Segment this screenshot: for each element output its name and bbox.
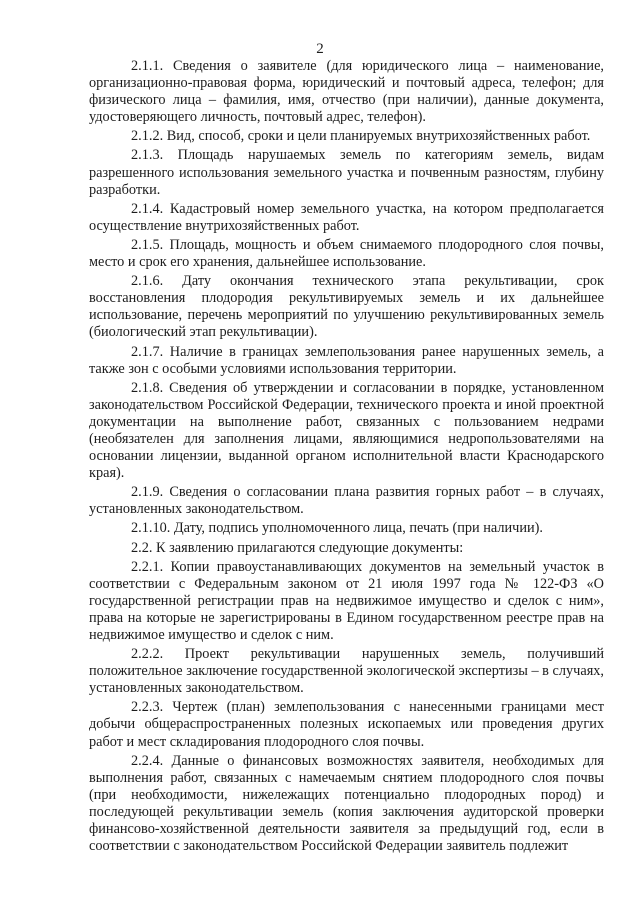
paragraph-2-1-6: 2.1.6. Дату окончания технического этапа рекультивации, срок восстановления плодородия рекультивируемых земель и их дальнейшее использование, перечень мероприятий по улучшению рекультивированных земель (биологический этап рекультивации). bbox=[89, 273, 604, 341]
paragraph-2-1-9: 2.1.9. Сведения о согласовании плана развития горных работ – в случаях, установленных законодательством. bbox=[89, 484, 604, 518]
paragraph-2-1-7: 2.1.7. Наличие в границах землепользования ранее нарушенных земель, а также зон с особыми условиями использования территории. bbox=[89, 343, 604, 377]
paragraph-2-2-4: 2.2.4. Данные о финансовых возможностях заявителя, необходимых для выполнения работ, связанных с намечаемым снятием плодородного слоя почвы (при необходимости, нижележащих потенциально плодородных пород) и последующей рекультивации земель (копия заключения аудиторской проверки финансово-хозяйственной деятельности заявителя за предыдущий год, если в соответствии с законодательством Российской Федерации заявитель подлежит bbox=[89, 752, 604, 855]
paragraph-2-1-4: 2.1.4. Кадастровый номер земельного участка, на котором предполагается осуществление внутрихозяйственных работ. bbox=[89, 200, 604, 234]
paragraph-2-1-1: 2.1.1. Сведения о заявителе (для юридического лица – наименование, организационно-правовая форма, юридический и почтовый адреса, телефон; для физического лица – фамилия, имя, отчество (при наличии), данные документа, удостоверяющего личность, почтовый адрес, телефон). bbox=[89, 58, 604, 126]
paragraph-2-1-8: 2.1.8. Сведения об утверждении и согласовании в порядке, установленном законодательством Российской Федерации, технического проекта и иной проектной документации на выполнение работ, связанных с пользованием недрами (необязателен для заполнения лицами, являющимися недропользователями на основании лицензии, выданной органом исполнительной власти Краснодарского края). bbox=[89, 379, 604, 482]
paragraph-2-1-10: 2.1.10. Дату, подпись уполномоченного лица, печать (при наличии). bbox=[131, 520, 544, 537]
paragraph-2-2-3: 2.2.3. Чертеж (план) землепользования с нанесенными границами мест добычи общераспространенных полезных ископаемых или проведения других работ и мест складирования плодородного слоя почвы. bbox=[89, 699, 604, 750]
paragraph-2-1-2: 2.1.2. Вид, способ, сроки и цели планируемых внутрихозяйственных работ. bbox=[131, 128, 591, 145]
paragraph-2-2-2: 2.2.2. Проект рекультивации нарушенных земель, получивший положительное заключение государственной экологической экспертизы – в случаях, установленных законодательством. bbox=[89, 646, 604, 697]
document-body bbox=[89, 58, 604, 857]
paragraph-2-2: 2.2. К заявлению прилагаются следующие документы: bbox=[131, 539, 464, 556]
paragraph-2-2-1: 2.2.1. Копии правоустанавливающих документов на земельный участок в соответствии с Федеральным законом от 21 июля 1997 года № 122-ФЗ «О государственной регистрации прав на недвижимое имущество и сделок с ним», права на которые не зарегистрированы в Едином государственном реестре прав на недвижимое имущество и сделок с ним. bbox=[89, 558, 604, 643]
paragraph-2-1-3: 2.1.3. Площадь нарушаемых земель по категориям земель, видам разрешенного использования земельного участка и почвенным разностям, глубину разработки. bbox=[89, 147, 604, 198]
paragraph-2-1-5: 2.1.5. Площадь, мощность и объем снимаемого плодородного слоя почвы, место и срок его хранения, дальнейшее использование. bbox=[89, 236, 604, 271]
page-number: 2 bbox=[316, 41, 324, 57]
